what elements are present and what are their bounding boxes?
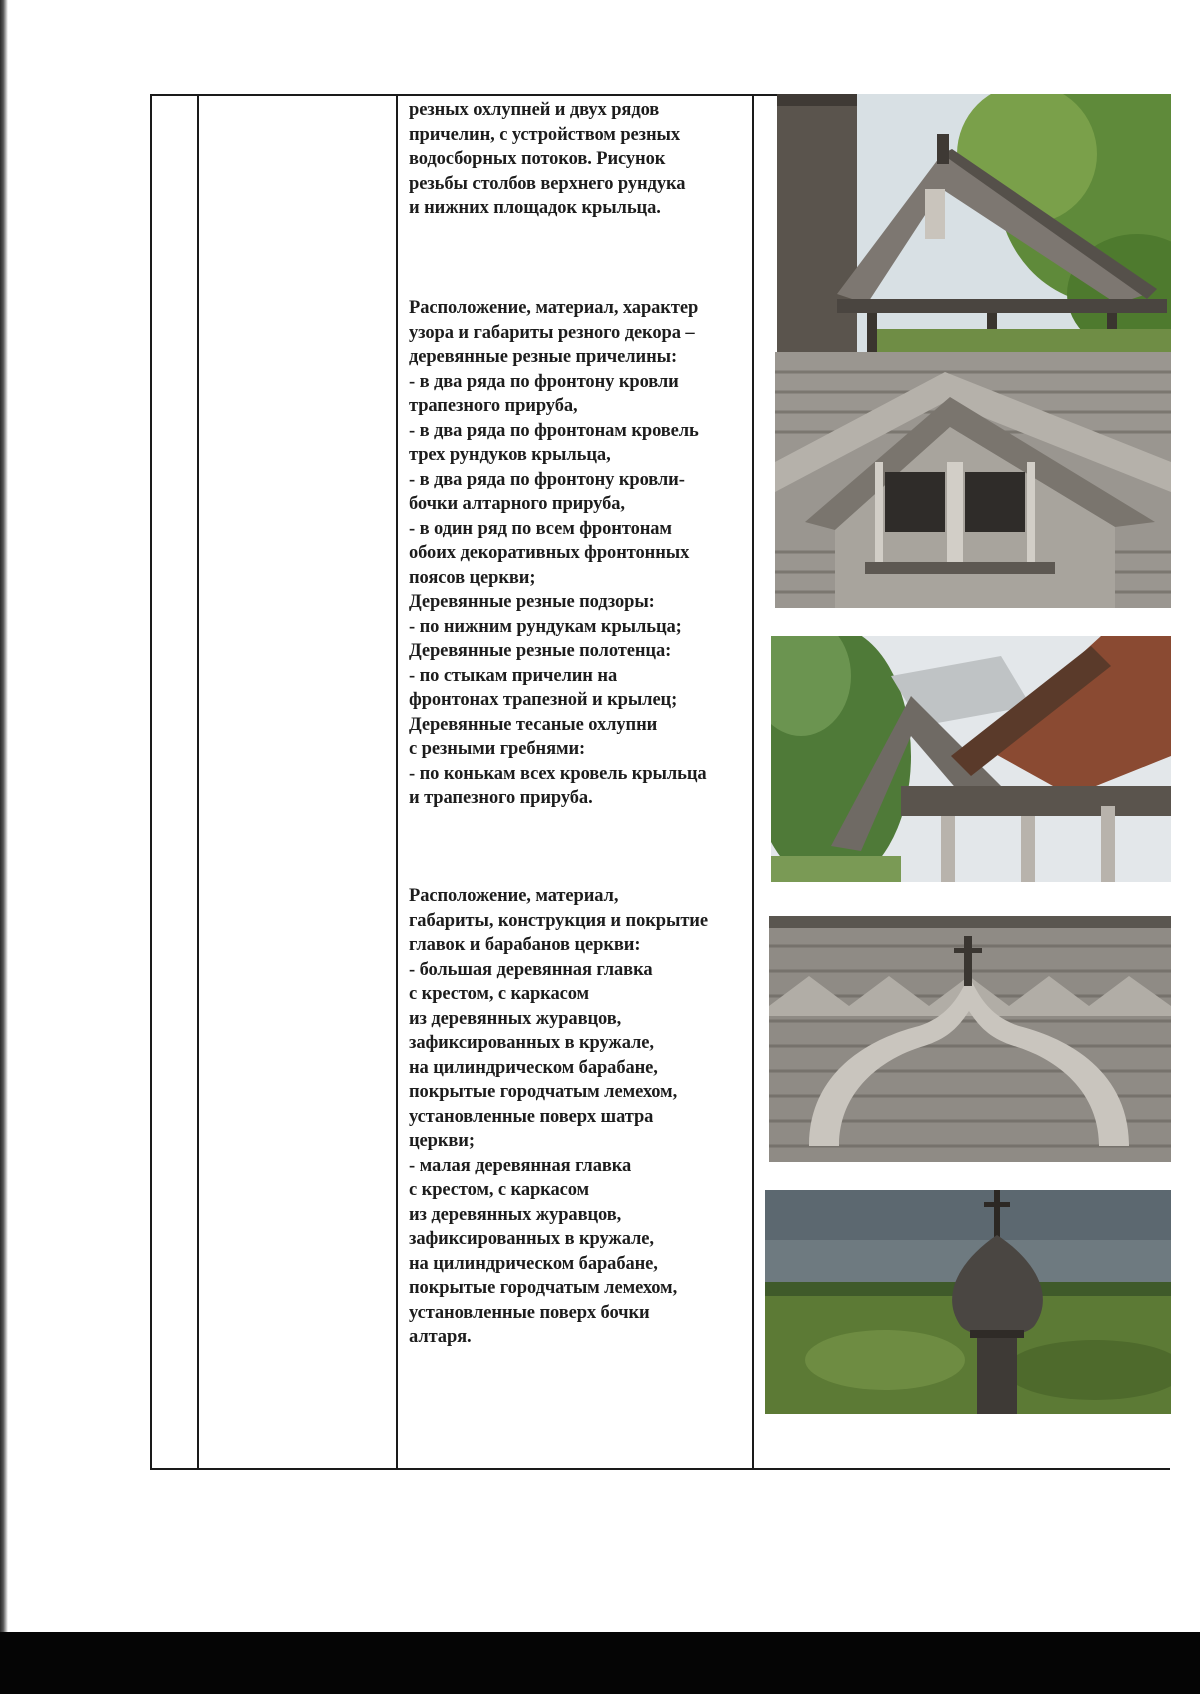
table-rule-left (150, 94, 152, 1470)
photo-gable-window (775, 352, 1171, 608)
domes-drums-description: Расположение, материал, габариты, конструкция и покрытие главок и барабанов церкви: - большая деревянная главка с крестом, с каркасом из деревянных журавцов, зафиксированных в кружале, на цилиндрическом барабане, покрытые городчатым лемехом, установленные поверх шатра церкви; - малая деревянная главка с крестом, с каркасом из деревянных журавцов, зафиксированных в кружале, на цилиндрическом барабане, покрытые городчатым лемехом, установленные поверх бочки алтаря. (409, 886, 708, 1347)
table-rule-col3 (752, 94, 754, 1470)
photo-small-dome (765, 1190, 1171, 1414)
photo-porch-roofs (771, 636, 1171, 882)
table-rule-bottom (150, 1468, 1170, 1470)
photo-porch-gable (777, 94, 1171, 352)
carved-decor-description: Расположение, материал, характер узора и габариты резного декора – деревянные резные причелины: - в два ряда по фронтону кровли трапезного прируба, - в два ряда по фронтонам кровель трех рундуков крыльца, - в два ряда по фронтону кровли- бочки алтарного прируба, - в один ряд по всем фронтонам обоих декоративных фронтонных поясов церкви; Деревянные резные подзоры: - по нижним рундукам крыльца; Деревянные резные полотенца: - по стыкам причелин на фронтонах трапезной и крылец; Деревянные тесаные охлупни с резными гребнями: - по конькам всех кровель крыльца и трапезного прируба. (409, 298, 707, 808)
table-rule-col2 (396, 94, 398, 1470)
scan-bottom-band (0, 1632, 1200, 1694)
decor-description-continuation: резных охлупней и двух рядов причелин, с устройством резных водосборных потоков. Рисунок резьбы столбов верхнего рундука и нижних площадок крыльца. (409, 100, 686, 218)
photo-kokoshnik-gable (769, 916, 1171, 1162)
table-rule-col1 (197, 94, 199, 1470)
scan-left-edge-shadow (0, 0, 8, 1694)
